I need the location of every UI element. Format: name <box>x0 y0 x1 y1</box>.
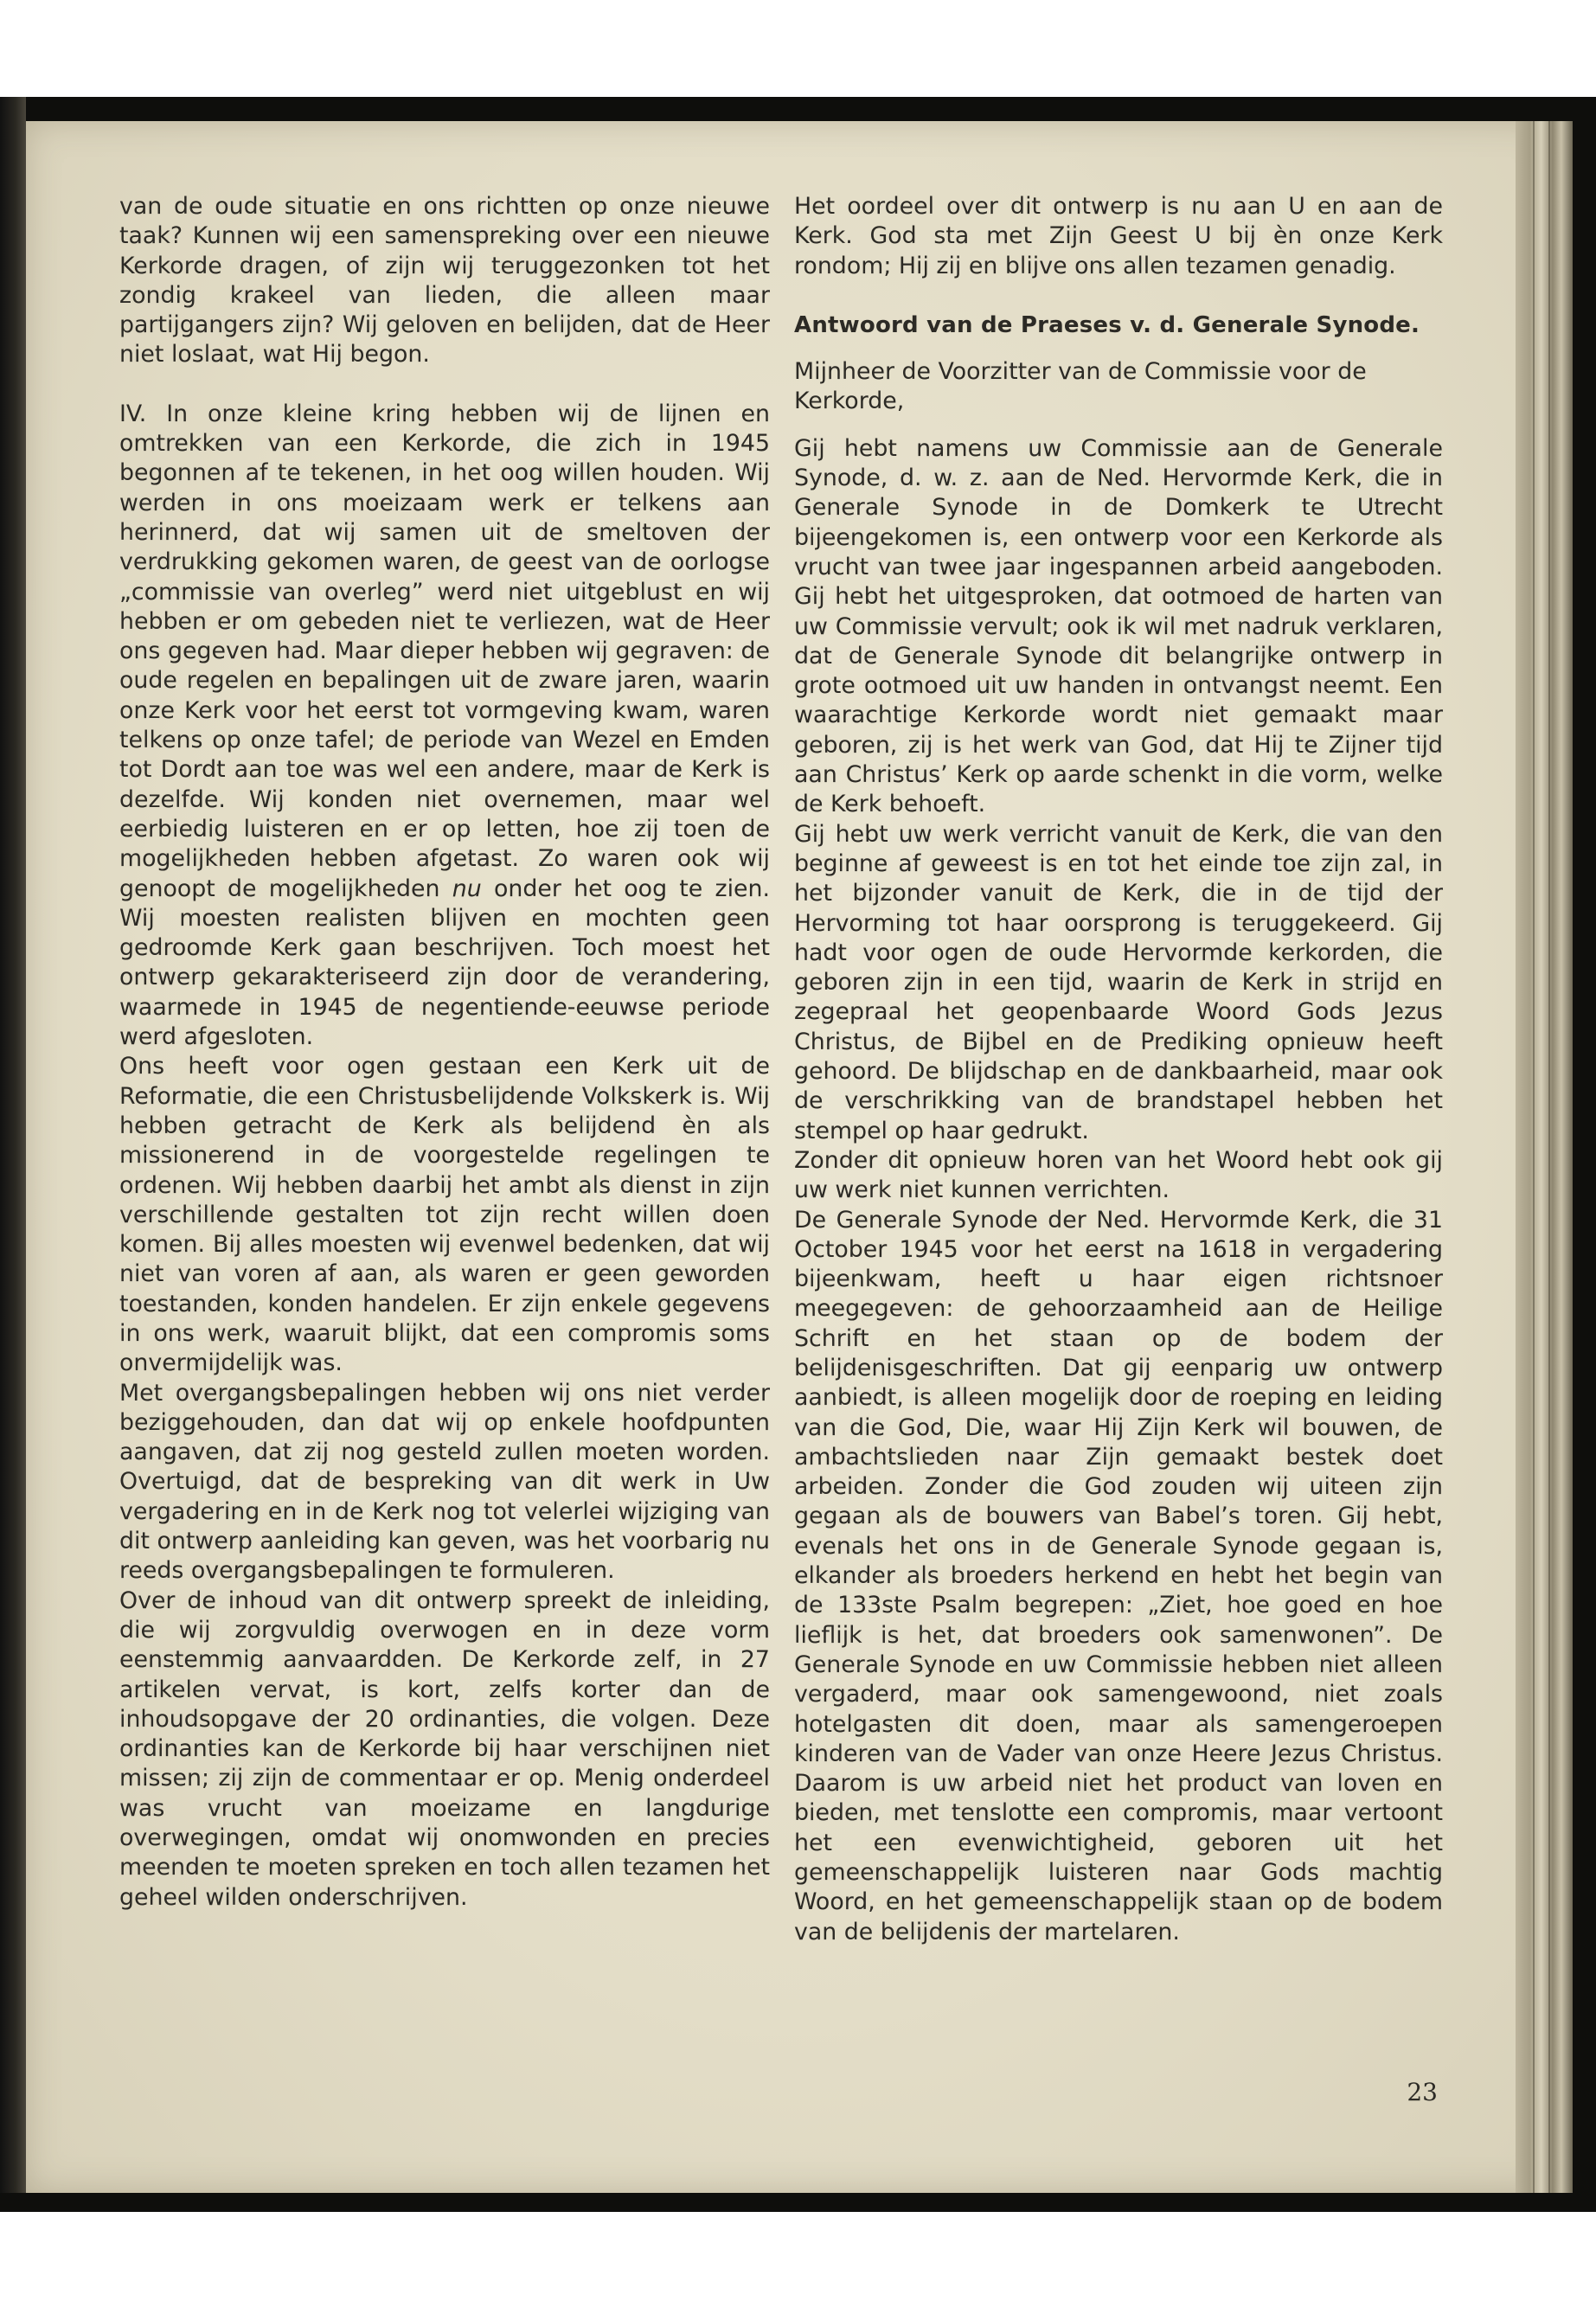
scan-frame-bottom <box>0 2193 1596 2212</box>
gutter-edge-line <box>1548 121 1550 2193</box>
paragraph-text: onder het oog te zien. Wij moesten realisten blijven en mochten geen gedroomde Kerk gaan beschrijven. Toch moest het ontwerp gekarakteriseerd zijn door de verandering, waarmede in 1945 de negentiende-eeuwse periode werd afgesloten. <box>119 875 771 1051</box>
paragraph: Zonder dit opnieuw horen van het Woord hebt ook gij uw werk niet kunnen verrichten. <box>794 1146 1443 1204</box>
paragraph: Gij hebt uw werk verricht vanuit de Kerk, die van den beginne af geweest is en tot het einde toe zijn zal, in het bijzonder vanuit de Kerk, die in de tijd der Hervorming tot haar oorsprong is teruggekeerd. Gij hadt voor ogen de oude Hervormde kerkorden, die geboren zijn in een tijd, waarin de Kerk in strijd en zegepraal het geopenbaarde Woord Gods Jezus Christus, de Bijbel en de Prediking opnieuw heeft gehoord. De blijdschap en de dankbaarheid, maar ook de verschrikking van de brandstapel hebben het stempel op haar gedrukt. <box>794 820 1443 1144</box>
paragraph: De Generale Synode der Ned. Hervormde Kerk, die 31 October 1945 voor het eerst na 1618 in vergadering bijeenkwam, heeft u haar eigen richtsnoer meegegeven: de gehoorzaamheid aan de Heilige Schrift en het staan op de bodem der belijdenisgeschriften. Dat gij eenparig uw ontwerp aanbiedt, is alleen mogelijk door de roeping en leiding van die God, Die, waar Hij Zijn Kerk wil bouwen, de ambachtslieden naar Zijn gemaakt bestek doet arbeiden. Zonder die God zouden wij uiteen zijn gegaan als de bouwers van Babel’s toren. Gij hebt, evenals het ons in de Generale Synode gegaan is, elkander als broeders herkend en hebt het begin van de 133ste Psalm begrepen: „Ziet, hoe goed en hoe lieflijk is het, dat broeders ook samenwonen”. De Generale Synode en uw Commissie hebben niet alleen vergaderd, maar ook samengewoond, niet zoals hotelgasten dit doen, maar als samengeroepen kinderen van de Vader van onze Heere Jezus Christus. Daarom is uw arbeid niet het product van loven en bieden, met tenslotte een compromis, maar vertoont het een evenwichtigheid, geboren uit het gemeenschappelijk luisteren naar Gods machtig Woord, en het gemeenschappelijk staan op de bodem van de belijdenis der martelaren. <box>794 1206 1443 1945</box>
gutter-edge-line <box>1533 121 1535 2193</box>
section-heading: Antwoord van de Praeses v. d. Generale Synode. <box>794 311 1420 338</box>
paragraph: Gij hebt namens uw Commissie aan de Generale Synode, d. w. z. aan de Ned. Hervormde Kerk, die in Generale Synode in de Domkerk te Utrecht bijeengekomen is, een ontwerp voor een Kerkorde als vrucht van twee jaar ingespannen arbeid aangeboden. Gij hebt het uitgesproken, dat ootmoed de harten van uw Commissie vervult; ook ik wil met nadruk verklaren, dat de Generale Synode dit belangrijke ontwerp in grote ootmoed uit uw handen in ontvangst neemt. Een waarachtige Kerkorde wordt niet gemaakt maar geboren, zij is het werk van God, dat Hij te Zijner tijd aan Christus’ Kerk op aarde schenkt in die vorm, welke de Kerk behoeft. <box>794 434 1443 818</box>
paragraph: van de oude situatie en ons richtten op onze nieuwe taak? Kunnen wij een samenspreking over een nieuwe Kerkorde dragen, of zijn wij teruggezonken tot het zondig krakeel van lieden, die alleen maar partijgangers zijn? Wij geloven en belijden, dat de Heer niet loslaat, wat Hij begon. <box>119 193 770 369</box>
left-column <box>119 192 770 1913</box>
book-gutter <box>1516 121 1573 2193</box>
scan-frame-top <box>0 97 1596 121</box>
paragraph <box>119 400 770 1053</box>
page-number: 23 <box>1407 2078 1438 2106</box>
right-column <box>794 192 1443 1947</box>
paragraph: Over de inhoud van dit ontwerp spreekt de inleiding, die wij zorgvuldig overwogen en in deze vorm eenstemmig aanvaardden. De Kerkorde zelf, in 27 artikelen vervat, is kort, zelfs korter dan de inhoudsopgave der 20 ordinanties, die volgen. Deze ordinanties kan de Kerkorde bij haar verschijnen niet missen; zij zijn de commentaar er op. Menig onderdeel was vrucht van moeizame en langdurige overwegingen, omdat wij onomwonden en precies meenden te moeten spreken en toch allen tezamen het geheel wilden onderschrijven. <box>119 1586 770 1911</box>
paragraph-text: IV. In onze kleine kring hebben wij de lijnen en omtrekken van een Kerkorde, die zich in 1945 begonnen af te tekenen, in het oog willen houden. Wij werden in ons moeizaam werk er telkens aan herinnerd, dat wij samen uit de smeltoven der verdrukking gekomen waren, de geest van de oorlogse „commissie van overleg” werd niet uitgeblust en wij hebben er om gebeden niet te verliezen, wat de Heer ons gegeven had. Maar dieper hebben wij gegraven: de oude regelen en bepalingen uit de zware jaren, waarin onze Kerk voor het eerst tot vormgeving kwam, waren telkens op onze tafel; de periode van Wezel en Emden tot Dordt aan toe was wel een andere, maar de Kerk is dezelfde. Wij konden niet overnemen, maar wel eerbiedig luisteren en er op letten, hoe zij toen de mogelijkheden hebben afgetast. Zo waren ook wij genoopt de mogelijkheden <box>119 400 770 902</box>
paragraph: Het oordeel over dit ontwerp is nu aan U en aan de Kerk. God sta met Zijn Geest U bij èn onze Kerk rondom; Hij zij en blijve ons allen tezamen genadig. <box>794 193 1443 279</box>
salutation: Mijnheer de Voorzitter van de Commissie voor de Kerkorde, <box>794 358 1367 415</box>
paragraph: Met overgangsbepalingen hebben wij ons niet verder beziggehouden, dan dat wij op enkele hoofdpunten aangaven, dat zij nog gesteld zullen moeten worden. Overtuigd, dat de bespreking van dit werk in Uw vergadering en in de Kerk nog tot velerlei wijziging van dit ontwerp aanleiding kan geven, was het voorbarig nu reeds overgangsbepalingen te formuleren. <box>119 1379 770 1585</box>
paragraph: Ons heeft voor ogen gestaan een Kerk uit de Reformatie, die een Christusbelijdende Volkskerk is. Wij hebben getracht de Kerk als belijdend èn als missionerend in de voorgestelde regelingen te ordenen. Wij hebben daarbij het ambt als dienst in zijn verschillende gestalten tot zijn recht willen doen komen. Bij alles moesten wij evenwel bedenken, dat wij niet van voren af aan, als waren er geen geworden toestanden, konden handelen. Er zijn enkele gegevens in ons werk, waaruit blijkt, dat een compromis soms onvermijdelijk was. <box>119 1053 770 1377</box>
emphasis-text: nu <box>452 875 482 902</box>
scan-frame-right <box>1573 97 1596 2212</box>
scan-frame-left <box>0 97 26 2208</box>
